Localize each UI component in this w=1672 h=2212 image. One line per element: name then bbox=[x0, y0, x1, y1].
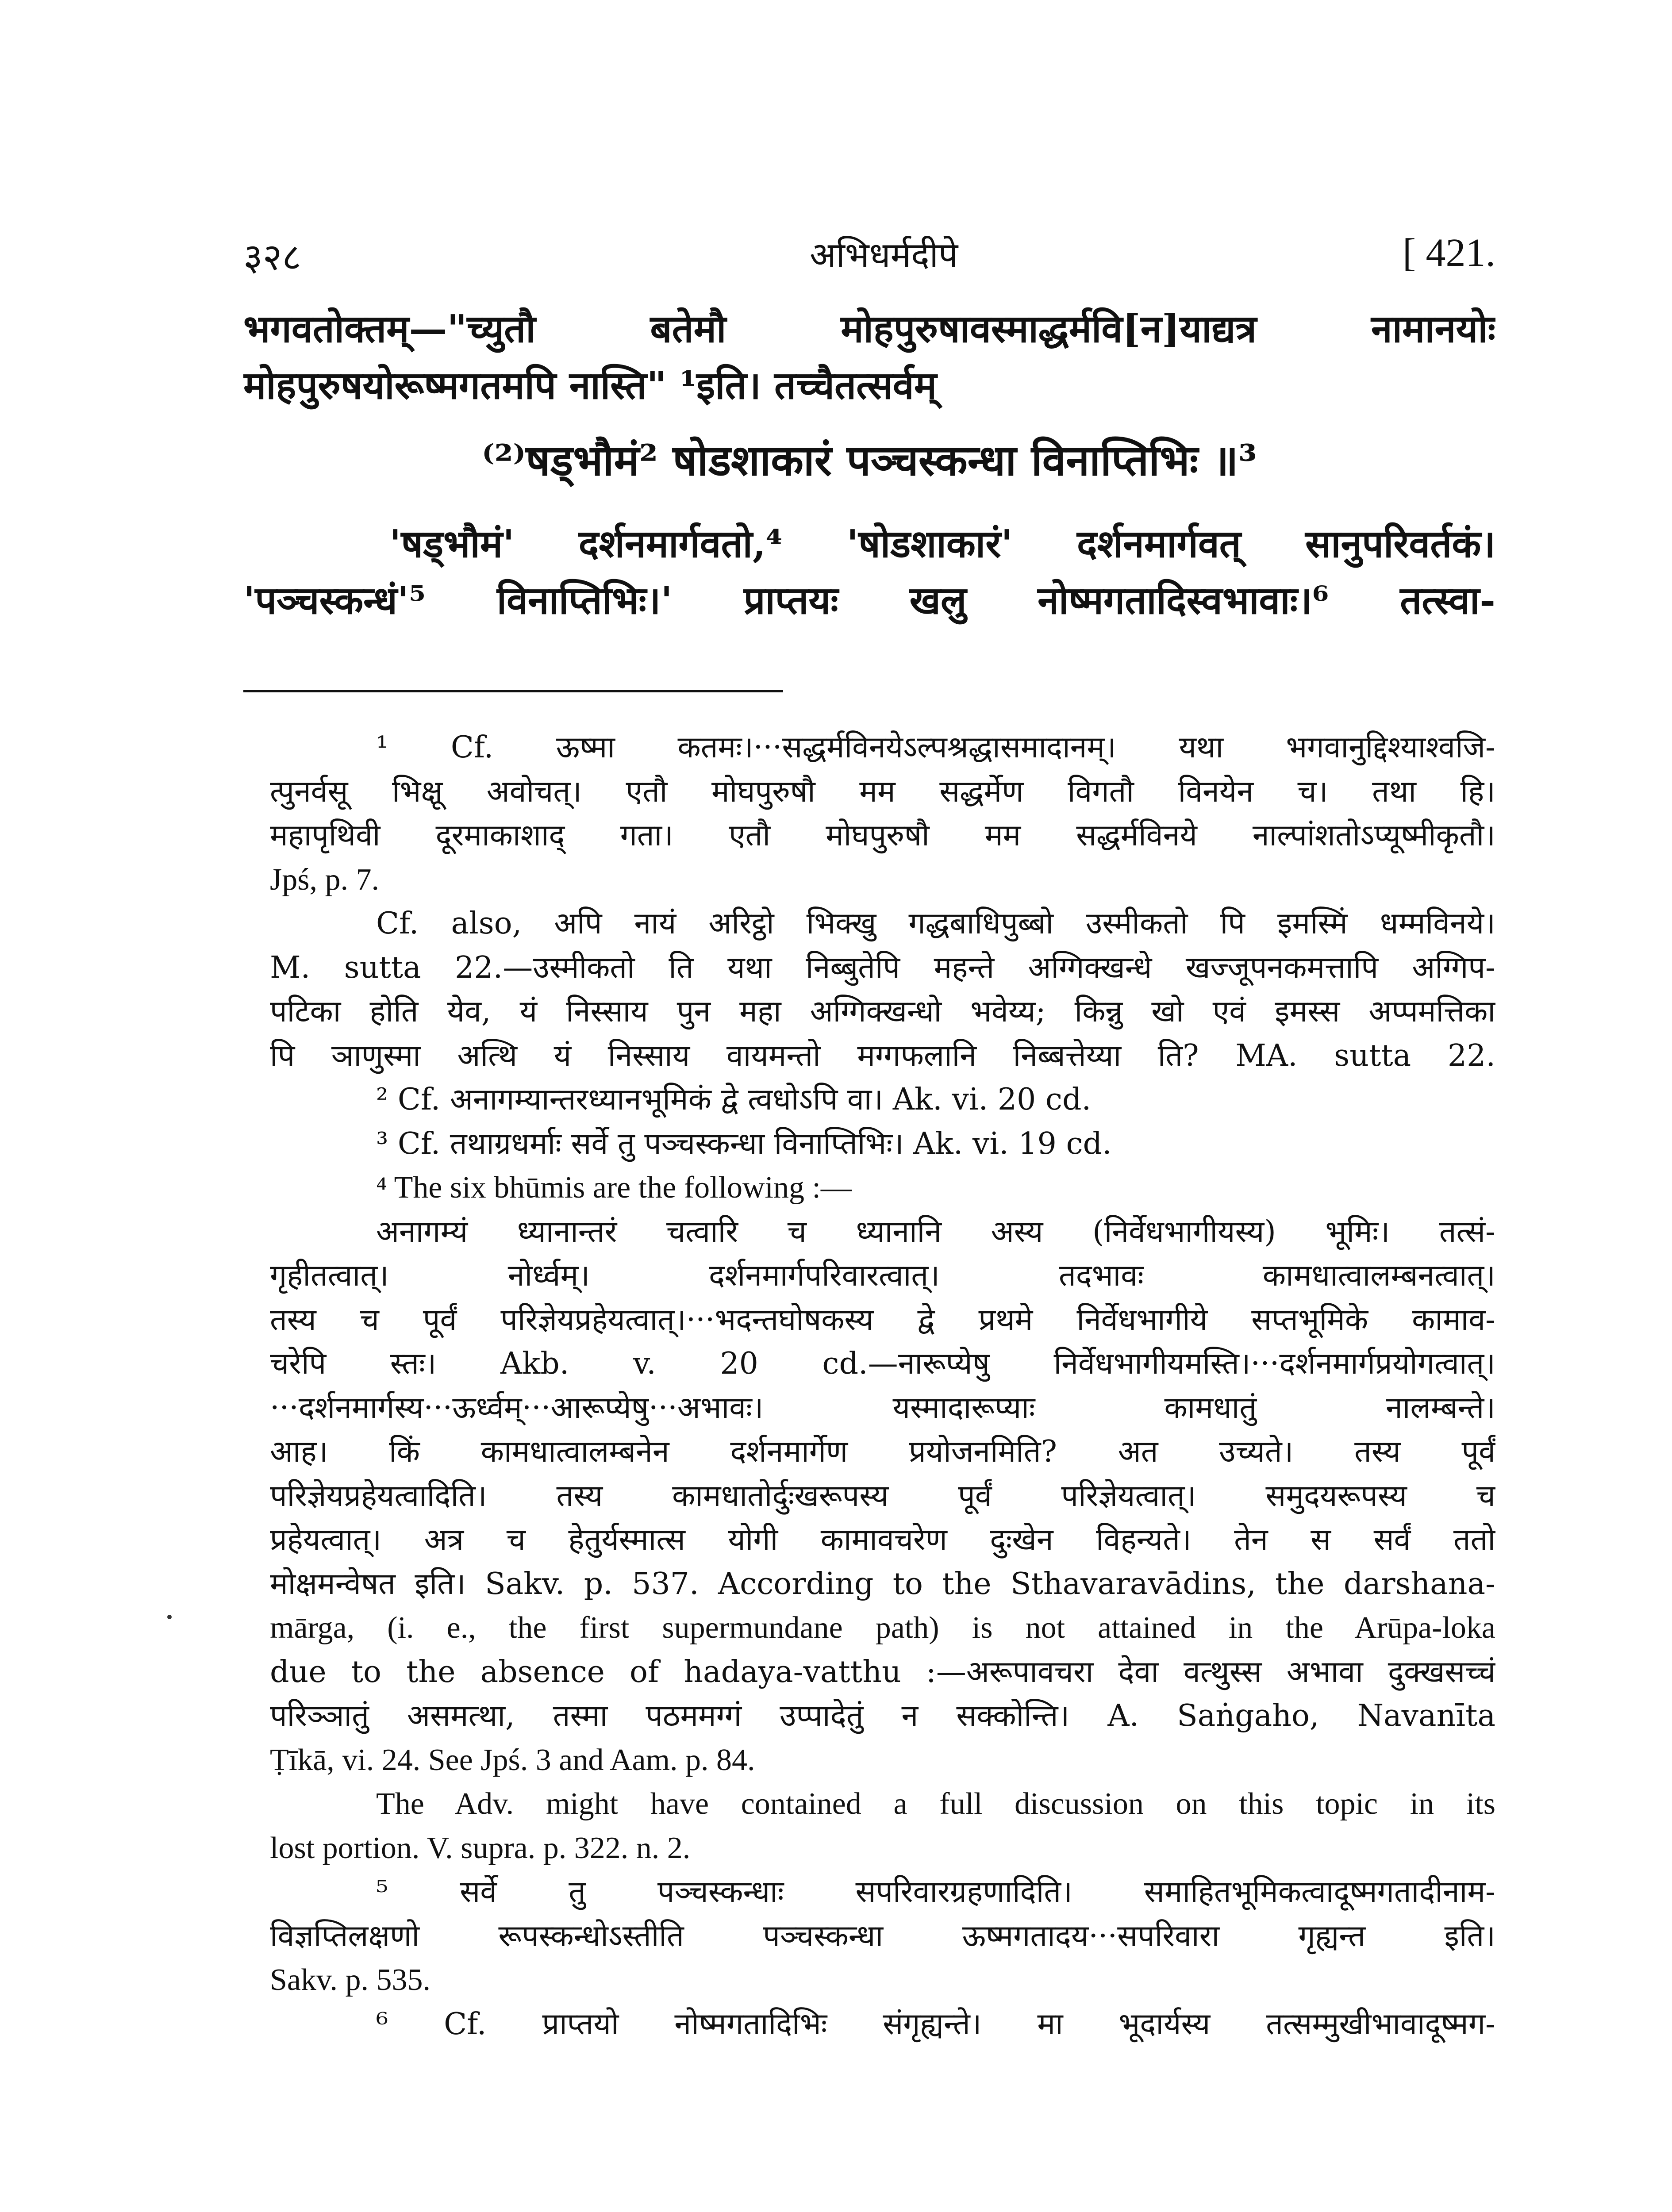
footnote-line: M. sutta 22.—उस्मीकतो ति यथा निब्बुतेपि महन्ते अग्गिक्खन्धे खज्जूपनकमत्तापि अग्गिप- bbox=[270, 950, 1495, 985]
footnote-line: गृहीतत्वात्। नोर्ध्वम्। दर्शनमार्गपरिवारत्वात्। तदभावः कामधात्वालम्बनत्वात्। bbox=[270, 1258, 1495, 1293]
footnote-line: ² Cf. अनागम्यान्तरध्यानभूमिकं द्वे त्वधोऽपि वा। Ak. vi. 20 cd. bbox=[376, 1082, 1092, 1117]
footnote-line: विज्ञप्तिलक्षणो रूपस्कन्धोऽस्तीति पञ्चस्कन्धा ऊष्मगतादय···सपरिवारा गृह्यन्त इति। bbox=[270, 1918, 1495, 1954]
running-title: अभिधर्मदीपे bbox=[810, 236, 958, 274]
section-reference: [ 421. bbox=[1403, 231, 1495, 275]
footnote-line: lost portion. V. supra. p. 322. n. 2. bbox=[270, 1831, 691, 1865]
verse-karika: ⁽²⁾षड्भौमं² षोडशाकारं पञ्चस्कन्धा विनाप्तिभिः ॥³ bbox=[482, 435, 1257, 485]
footnote-line: ⁴ The six bhūmis are the following :— bbox=[376, 1171, 852, 1205]
footnote-line: परिञ्ञातुं असमत्था, तस्मा पठममग्गं उप्पादेतुं न सक्कोन्ति। A. Saṅgaho, Navanīta bbox=[270, 1698, 1495, 1733]
main-line: 'पञ्चस्कन्धं'⁵ विनाप्तिभिः।' प्राप्तयः खलु नोष्मगतादिस्वभावाः।⁶ तत्स्वा- bbox=[243, 578, 1495, 623]
footnote-line: पटिका होति येव, यं निस्साय पुन महा अग्गिक्खन्धो भवेय्य; किन्नु खो एवं इमस्स अप्पमत्तिका bbox=[270, 994, 1495, 1029]
main-line: मोहपुरुषयोरूष्मगतमपि नास्ति" ¹इति। तच्चैतत्सर्वम् bbox=[243, 363, 937, 408]
footnote-line: Jpś, p. 7. bbox=[270, 862, 379, 897]
footnote-line: परिज्ञेयप्रहेयत्वादिति। तस्य कामधातोर्दुःखरूपस्य पूर्वं परिज्ञेयत्वात्। समुदयरूपस्य च bbox=[270, 1478, 1495, 1513]
footnote-line: The Adv. might have contained a full discussion on this topic in its bbox=[376, 1787, 1495, 1821]
footnote-line: ⁵ सर्वे तु पञ्चस्कन्धाः सपरिवारग्रहणादिति। समाहितभूमिकत्वादूष्मगतादीनाम- bbox=[376, 1874, 1495, 1909]
page-header bbox=[243, 230, 1495, 279]
footnote-line: प्रहेयत्वात्। अत्र च हेतुर्यस्मात्स योगी कामावचरेण दुःखेन विहन्यते। तेन स सर्वं ततो bbox=[270, 1522, 1495, 1557]
footnote-line: Ṭīkā, vi. 24. See Jpś. 3 and Aam. p. 84. bbox=[270, 1743, 755, 1777]
footnote-line: मोक्षमन्वेषत इति। Sakv. p. 537. According to the Sthavaravādins, the darshana- bbox=[270, 1566, 1495, 1601]
footnote-line: due to the absence of hadaya-vatthu :—अरूपावचरा देवा वत्थुस्स अभावा दुक्खसच्चं bbox=[270, 1654, 1495, 1690]
page-number: ३२८ bbox=[243, 237, 302, 278]
margin-speck bbox=[167, 1615, 172, 1619]
footnote-divider bbox=[243, 690, 783, 692]
footnote-line: पि ञाणुस्मा अत्थि यं निस्साय वायमन्तो मग्गफलानि निब्बत्तेय्या ति? MA. sutta 22. bbox=[270, 1038, 1495, 1073]
footnote-line: त्पुनर्वसू भिक्षू अवोचत्। एतौ मोघपुरुषौ मम सद्धर्मेण विगतौ विनयेन च। तथा हि। bbox=[270, 774, 1495, 809]
footnote-line: Cf. also, अपि नायं अरिट्ठो भिक्खु गद्धबाधिपुब्बो उस्मीकतो पि इमस्मिं धम्मविनये। bbox=[376, 906, 1495, 941]
footnote-line: अनागम्यं ध्यानान्तरं चत्वारि च ध्यानानि अस्य (निर्वेधभागीयस्य) भूमिः। तत्सं- bbox=[376, 1214, 1495, 1249]
footnotes bbox=[270, 726, 1495, 2046]
main-text bbox=[243, 301, 1495, 629]
footnote-line: ¹ Cf. ऊष्मा कतमः।···सद्धर्मविनयेऽल्पश्रद्धासमादानम्। यथा भगवानुद्दिश्याश्वजि- bbox=[376, 730, 1495, 765]
footnote-line: महापृथिवी दूरमाकाशाद् गता। एतौ मोघपुरुषौ मम सद्धर्मविनये नाल्पांशतोऽप्यूष्मीकृतौ। bbox=[270, 818, 1495, 853]
main-line: भगवतोक्तम्—"च्युतौ बतेमौ मोहपुरुषावस्माद्धर्मवि[न]याद्यत्र नामानयोः bbox=[243, 307, 1495, 351]
footnote-line: ···दर्शनमार्गस्य···ऊर्ध्वम्···आरूप्येषु···अभावः। यस्मादारूप्याः कामधातुं नालम्बन्ते। bbox=[270, 1390, 1495, 1425]
footnote-line: ⁶ Cf. प्राप्तयो नोष्मगतादिभिः संगृह्यन्ते। मा भूदार्यस्य तत्सम्मुखीभावादूष्मग- bbox=[376, 2006, 1495, 2042]
footnote-line: आह। किं कामधात्वालम्बनेन दर्शनमार्गेण प्रयोजनमिति? अत उच्यते। तस्य पूर्वं bbox=[270, 1434, 1495, 1469]
main-line: 'षड्भौमं' दर्शनमार्गवतो,⁴ 'षोडशाकारं' दर्शनमार्गवत् सानुपरिवर्तकं। bbox=[389, 522, 1495, 566]
footnote-line: तस्य च पूर्वं परिज्ञेयप्रहेयत्वात्।···भदन्तघोषकस्य द्वे प्रथमे निर्वेधभागीये सप्तभूमिके कामाव- bbox=[270, 1302, 1495, 1337]
footnote-line: mārga, (i. e., the first supermundane path) is not attained in the Arūpa-loka bbox=[270, 1611, 1495, 1645]
footnote-line: चरेपि स्तः। Akb. v. 20 cd.—नारूप्येषु निर्वेधभागीयमस्ति।···दर्शनमार्गप्रयोगत्वात्। bbox=[270, 1346, 1495, 1381]
footnote-line: Sakv. p. 535. bbox=[270, 1963, 430, 1997]
footnote-line: ³ Cf. तथाग्रधर्माः सर्वे तु पञ्चस्कन्धा विनाप्तिभिः। Ak. vi. 19 cd. bbox=[376, 1126, 1112, 1161]
